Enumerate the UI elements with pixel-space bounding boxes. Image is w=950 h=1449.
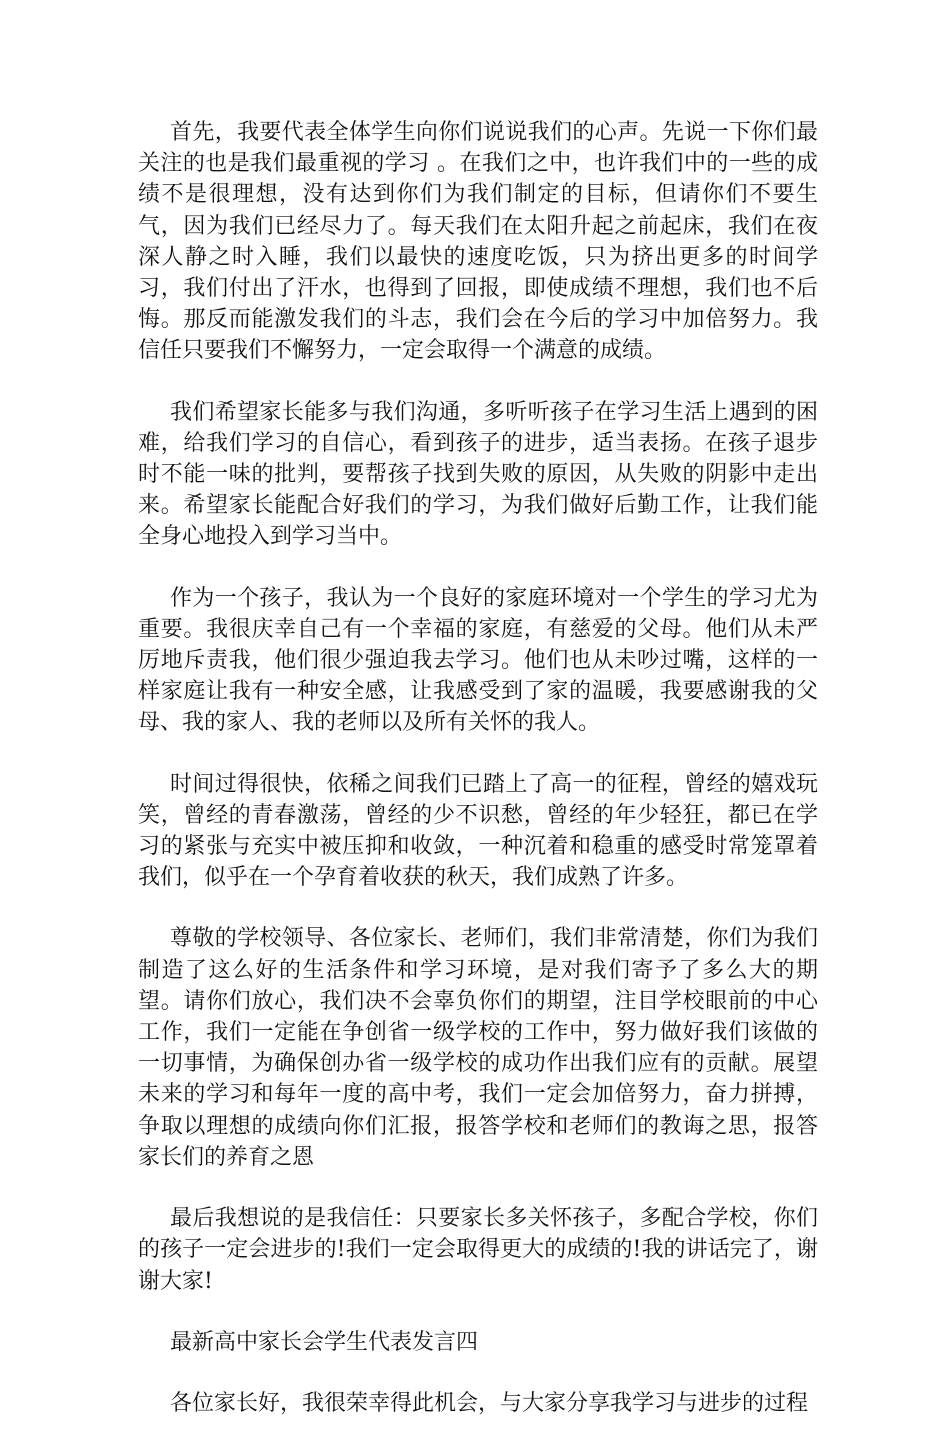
section-heading: 最新高中家长会学生代表发言四 — [170, 1329, 479, 1355]
document-body — [138, 117, 818, 1449]
paragraph-3: 作为一个孩子，我认为一个良好的家庭环境对一个学生的学习尤为重要。我很庆幸自己有一个幸福的家庭，有慈爱的父母。他们从未严厉地斥责我，他们很少强迫我去学习。他们也从未吵过嘴，这样的一样家庭让我有一种安全感，让我感受到了家的温暖，我要感谢我的父母、我的家人、我的老师以及所有关怀的我人。 — [138, 585, 818, 736]
paragraph-5: 尊敬的学校领导、各位家长、老师们，我们非常清楚，你们为我们制造了这么好的生活条件和学习环境，是对我们寄予了多么大的期望。请你们放心，我们决不会辜负你们的期望，注目学校眼前的中心工作，我们一定能在争创省一级学校的工作中，努力做好我们该做的一切事情，为确保创办省一级学校的成功作出我们应有的贡献。展望未来的学习和每年一度的高中考，我们一定会加倍努力，奋力拼搏，争取以理想的成绩向你们汇报，报答学校和老师们的教诲之思，报答家长们的养育之恩 — [138, 926, 818, 1170]
paragraph-4: 时间过得很快，依稀之间我们已踏上了高一的征程，曾经的嬉戏玩笑，曾经的青春激荡，曾经的少不识愁，曾经的年少轻狂，都已在学习的紧张与充实中被压抑和收敛，一种沉着和稳重的感受时常笼罩着我们，似乎在一个孕育着收获的秋天，我们成熟了许多。 — [138, 771, 818, 891]
paragraph-6: 最后我想说的是我信任：只要家长多关怀孩子，多配合学校，你们的孩子一定会进步的!我们一定会取得更大的成绩的!我的讲话完了，谢谢大家! — [138, 1206, 818, 1294]
paragraph-7: 各位家长好，我很荣幸得此机会，与大家分享我学习与进步的过程 — [170, 1390, 809, 1416]
paragraph-1: 首先，我要代表全体学生向你们说说我们的心声。先说一下你们最关注的也是我们最重视的学习 。在我们之中，也许我们中的一些的成绩不是很理想，没有达到你们为我们制定的目标，但请你们不要生气，因为我们已经尽力了。每天我们在太阳升起之前起床，我们在夜深人静之时入睡，我们以最快的速度吃饭，只为挤出更多的时间学习，我们付出了汗水，也得到了回报，即使成绩不理想，我们也不后悔。那反而能激发我们的斗志，我们会在今后的学习中加倍努力。我信任只要我们不懈努力，一定会取得一个满意的成绩。 — [138, 120, 818, 364]
paragraph-2: 我们希望家长能多与我们沟通，多听听孩子在学习生活上遇到的困难，给我们学习的自信心，看到孩子的进步，适当表扬。在孩子退步时不能一味的批判，要帮孩子找到失败的原因，从失败的阴影中走出来。希望家长能配合好我们的学习，为我们做好后勤工作，让我们能全身心地投入到学习当中。 — [138, 399, 818, 550]
